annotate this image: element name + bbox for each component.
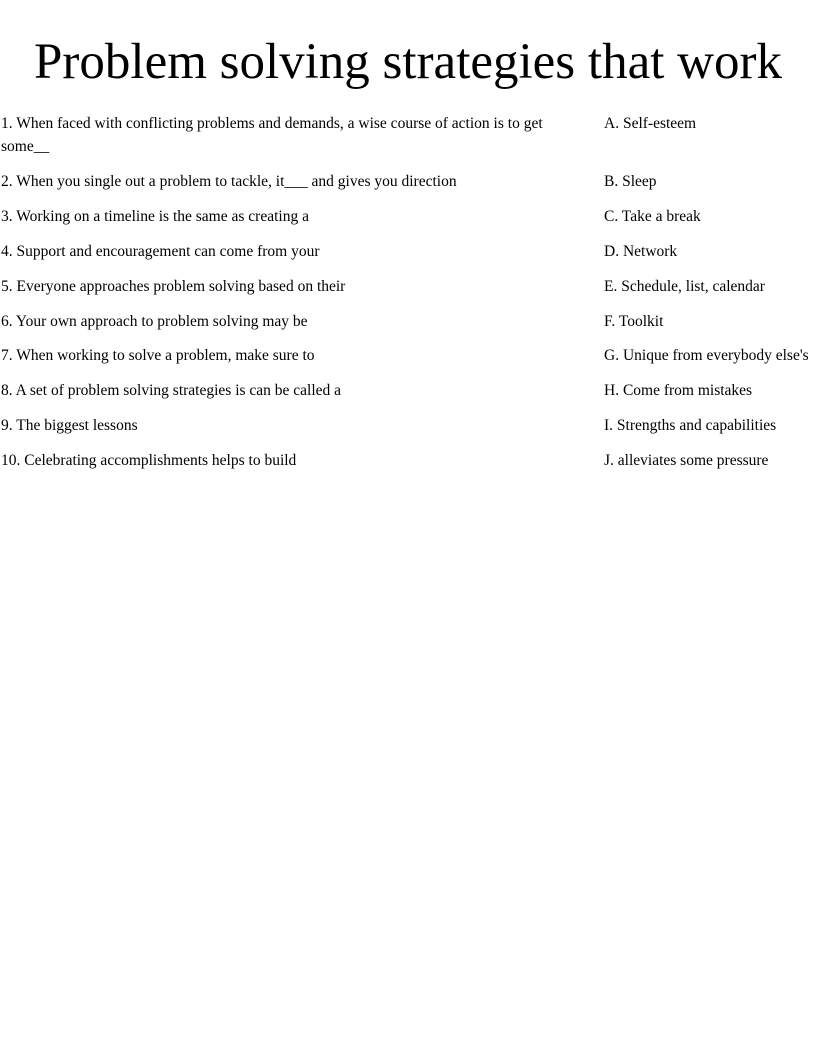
question-row [0,275,816,310]
question-text: 2. When you single out a problem to tackle, it___ and gives you direction [1,173,457,190]
question-text: 4. Support and encouragement can come from your [1,243,320,260]
question-text: 7. When working to solve a problem, make sure to [1,347,315,364]
question-text: 5. Everyone approaches problem solving based on their [1,278,346,295]
page-title: Problem solving strategies that work [34,34,782,90]
question-row [0,344,816,379]
question-row [0,240,816,275]
question-row [0,449,816,484]
question-row [0,205,816,240]
question-text: 1. When faced with conflicting problems and demands, a wise course of action is to get some__ [1,115,543,155]
question-row [0,170,816,205]
answer-option: C. Take a break [604,208,701,225]
question-row [0,414,816,449]
answer-option: A. Self-esteem [604,115,697,132]
question-row [0,112,816,170]
matching-worksheet [0,112,816,484]
question-text: 6. Your own approach to problem solving may be [1,313,308,330]
question-text: 8. A set of problem solving strategies is can be called a [1,382,342,399]
answer-option: B. Sleep [604,173,657,190]
answer-option: E. Schedule, list, calendar [604,278,765,295]
question-text: 10. Celebrating accomplishments helps to build [1,452,297,469]
question-row [0,310,816,344]
question-text: 3. Working on a timeline is the same as creating a [1,208,309,225]
answer-option: J. alleviates some pressure [604,452,769,469]
answer-option: H. Come from mistakes [604,382,753,399]
question-text: 9. The biggest lessons [1,417,138,434]
answer-option: I. Strengths and capabilities [604,417,777,434]
question-row [0,379,816,414]
answer-option: F. Toolkit [604,313,664,330]
answer-option: D. Network [604,243,678,260]
answer-option: G. Unique from everybody else's [604,347,809,364]
